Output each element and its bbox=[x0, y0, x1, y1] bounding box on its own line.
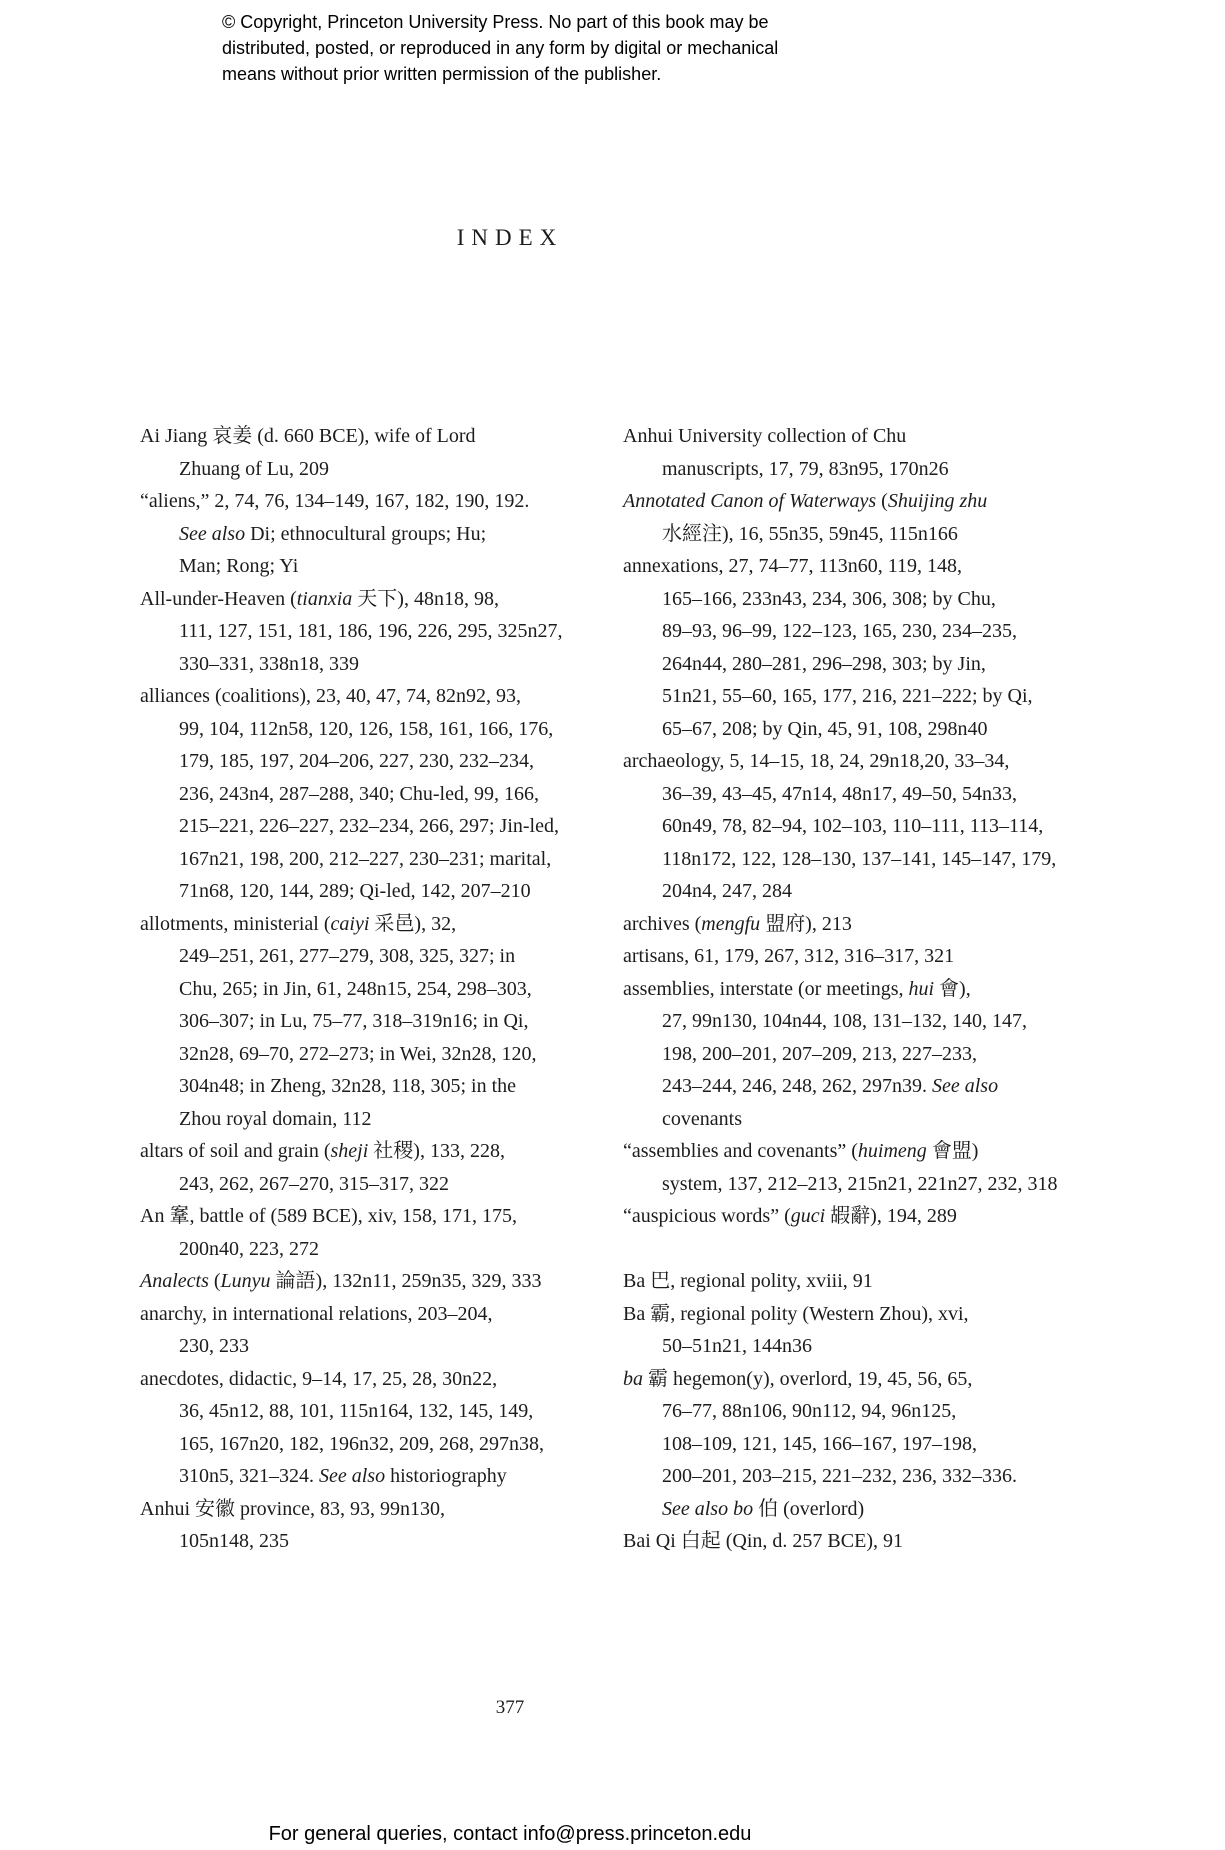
index-text: 60n49, 78, 82–94, 102–103, 110–111, 113–114, bbox=[662, 815, 1044, 837]
index-text: 會), bbox=[934, 977, 971, 1000]
index-text-italic: hui bbox=[908, 977, 935, 1000]
index-entry bbox=[140, 680, 620, 908]
index-line bbox=[623, 453, 1143, 486]
index-entry bbox=[623, 1525, 1143, 1558]
index-entry bbox=[623, 485, 1143, 550]
index-text: archaeology, 5, 14–15, 18, 24, 29n18,20, 33–34, bbox=[623, 750, 1010, 772]
index-line bbox=[140, 1525, 620, 1558]
index-text: 204n4, 247, 284 bbox=[662, 880, 792, 902]
index-text: covenants bbox=[662, 1107, 742, 1130]
index-text: 111, 127, 151, 181, 186, 196, 226, 295, 325n27, bbox=[179, 620, 563, 642]
index-text: 243–244, 246, 248, 262, 297n39. bbox=[662, 1075, 932, 1097]
index-entry bbox=[623, 1265, 1143, 1298]
index-text-italic: See also bbox=[179, 522, 246, 545]
index-text: assemblies, interstate (or meetings, bbox=[623, 977, 909, 1000]
index-line bbox=[140, 1135, 620, 1168]
index-line bbox=[140, 843, 620, 876]
index-line bbox=[623, 843, 1143, 876]
index-text: “assemblies and covenants” ( bbox=[623, 1140, 858, 1162]
index-line bbox=[140, 1200, 620, 1233]
index-line bbox=[623, 648, 1143, 681]
index-entry bbox=[623, 1363, 1143, 1526]
index-text-italic: See also bbox=[932, 1075, 999, 1097]
index-line bbox=[623, 615, 1143, 648]
index-line bbox=[623, 1200, 1143, 1233]
index-line bbox=[140, 485, 620, 518]
index-line bbox=[140, 1298, 620, 1331]
index-text: Bai Qi 白起 (Qin, d. 257 BCE), 91 bbox=[623, 1530, 903, 1552]
index-text: An 鞌, battle of (589 BCE), xiv, 158, 171, 175, bbox=[140, 1205, 518, 1227]
index-text: 36, 45n12, 88, 101, 115n164, 132, 145, 149, bbox=[179, 1400, 534, 1422]
index-text: Man; Rong; Yi bbox=[179, 555, 299, 577]
index-entry bbox=[623, 420, 1143, 485]
index-entry bbox=[623, 1135, 1143, 1200]
index-line bbox=[140, 908, 620, 941]
index-line bbox=[623, 875, 1143, 908]
index-text: allotments, ministerial ( bbox=[140, 912, 331, 935]
index-line bbox=[140, 648, 620, 681]
index-text: 51n21, 55–60, 165, 177, 216, 221–222; by Qi, bbox=[662, 685, 1033, 707]
index-text-italic: Lunyu bbox=[220, 1270, 271, 1292]
index-text-italic: bo bbox=[733, 1497, 754, 1520]
index-text: 198, 200–201, 207–209, 213, 227–233, bbox=[662, 1042, 977, 1065]
index-entry bbox=[623, 973, 1143, 1136]
index-text: 200–201, 203–215, 221–232, 236, 332–336. bbox=[662, 1465, 1017, 1487]
index-entry bbox=[140, 1363, 620, 1493]
index-column-left bbox=[140, 420, 620, 1558]
index-line bbox=[623, 713, 1143, 746]
index-text: 105n148, 235 bbox=[179, 1530, 289, 1552]
index-line bbox=[623, 550, 1143, 583]
index-text-italic: huimeng bbox=[857, 1140, 927, 1162]
index-entry bbox=[140, 583, 620, 681]
index-text: 179, 185, 197, 204–206, 227, 230, 232–234, bbox=[179, 750, 534, 772]
index-line bbox=[623, 1265, 1143, 1298]
page-number: 377 bbox=[495, 1697, 525, 1718]
index-text: altars of soil and grain ( bbox=[140, 1140, 331, 1162]
index-text: anarchy, in international relations, 203–204, bbox=[140, 1302, 493, 1325]
index-line bbox=[140, 1493, 620, 1526]
index-text-italic: caiyi bbox=[330, 912, 370, 935]
index-line bbox=[623, 1168, 1143, 1201]
index-line bbox=[623, 778, 1143, 811]
index-text: 243, 262, 267–270, 315–317, 322 bbox=[179, 1172, 449, 1195]
index-text: 采邑), 32, bbox=[369, 912, 457, 935]
index-line bbox=[623, 1428, 1143, 1461]
index-text-italic: guci bbox=[790, 1205, 826, 1227]
index-entry bbox=[623, 1298, 1143, 1363]
index-line bbox=[140, 1038, 620, 1071]
index-entry bbox=[140, 1298, 620, 1363]
index-text-italic: ba bbox=[623, 1367, 643, 1390]
index-line bbox=[623, 1298, 1143, 1331]
index-text-italic: tianxia bbox=[296, 587, 353, 610]
index-line bbox=[623, 1070, 1143, 1103]
index-text: 水經注), 16, 55n35, 59n45, 115n166 bbox=[662, 522, 958, 545]
index-line bbox=[623, 1005, 1143, 1038]
index-line bbox=[623, 745, 1143, 778]
index-line bbox=[623, 518, 1143, 551]
index-text: 65–67, 208; by Qin, 45, 91, 108, 298n40 bbox=[662, 717, 988, 740]
index-line bbox=[623, 940, 1143, 973]
index-text: alliances (coalitions), 23, 40, 47, 74, 82n92, 93, bbox=[140, 685, 522, 707]
index-text: historiography bbox=[385, 1465, 507, 1487]
index-text: 249–251, 261, 277–279, 308, 325, 327; in bbox=[179, 945, 516, 967]
index-line bbox=[140, 518, 620, 551]
index-text-italic: Analects bbox=[140, 1270, 209, 1292]
index-line bbox=[623, 1493, 1143, 1526]
index-text: artisans, 61, 179, 267, 312, 316–317, 321 bbox=[623, 945, 955, 967]
index-text: 215–221, 226–227, 232–234, 266, 297; Jin-led, bbox=[179, 815, 559, 837]
index-line bbox=[140, 1265, 620, 1298]
index-text: “auspicious words” ( bbox=[623, 1205, 791, 1227]
index-text: 天下), 48n18, 98, bbox=[352, 587, 499, 610]
index-line bbox=[140, 973, 620, 1006]
index-text: 200n40, 223, 272 bbox=[179, 1237, 319, 1260]
index-text: 236, 243n4, 287–288, 340; Chu-led, 99, 166, bbox=[179, 782, 539, 805]
index-line bbox=[140, 1363, 620, 1396]
index-text: 32n28, 69–70, 272–273; in Wei, 32n28, 120, bbox=[179, 1042, 537, 1065]
index-line bbox=[623, 973, 1143, 1006]
index-line bbox=[140, 940, 620, 973]
index-text: 嘏辭), 194, 289 bbox=[825, 1205, 957, 1227]
index-text: ( bbox=[208, 1270, 221, 1292]
index-text: archives ( bbox=[623, 912, 702, 935]
index-text: Anhui University collection of Chu bbox=[623, 425, 907, 447]
index-entry bbox=[623, 1200, 1143, 1233]
index-text: 310n5, 321–324. bbox=[179, 1465, 319, 1487]
index-heading: INDEX bbox=[456, 225, 564, 251]
index-text: 76–77, 88n106, 90n112, 94, 96n125, bbox=[662, 1400, 957, 1422]
index-text: 50–51n21, 144n36 bbox=[662, 1335, 812, 1357]
index-entry bbox=[623, 940, 1143, 973]
index-line bbox=[623, 1460, 1143, 1493]
index-text: 社稷), 133, 228, bbox=[368, 1140, 505, 1162]
index-text: annexations, 27, 74–77, 113n60, 119, 148, bbox=[623, 555, 963, 577]
index-line bbox=[140, 615, 620, 648]
index-line bbox=[140, 1103, 620, 1136]
index-line bbox=[140, 875, 620, 908]
index-line bbox=[140, 1460, 620, 1493]
index-entry bbox=[140, 908, 620, 1136]
index-entry bbox=[623, 908, 1143, 941]
index-text: 165–166, 233n43, 234, 306, 308; by Chu, bbox=[662, 587, 996, 610]
index-line bbox=[623, 420, 1143, 453]
index-line bbox=[623, 810, 1143, 843]
index-text: Ba 霸, regional polity (Western Zhou), xvi, bbox=[623, 1302, 969, 1325]
index-text: manuscripts, 17, 79, 83n95, 170n26 bbox=[662, 457, 949, 480]
index-text: system, 137, 212–213, 215n21, 221n27, 232, 318 bbox=[662, 1172, 1058, 1195]
index-text: Zhuang of Lu, 209 bbox=[179, 457, 329, 480]
index-text: Ba 巴, regional polity, xviii, 91 bbox=[623, 1270, 873, 1292]
index-text: Di; ethnocultural groups; Hu; bbox=[245, 522, 487, 545]
index-line bbox=[623, 1395, 1143, 1428]
copyright-line: means without prior written permission of the publisher. bbox=[222, 64, 662, 84]
index-text: 會盟) bbox=[926, 1140, 979, 1162]
index-line bbox=[140, 1005, 620, 1038]
index-text: Ai Jiang 哀姜 (d. 660 BCE), wife of Lord bbox=[140, 425, 476, 447]
index-text: 霸 hegemon(y), overlord, 19, 45, 56, 65, bbox=[643, 1367, 973, 1390]
index-text-italic: Annotated Canon of Waterways bbox=[623, 490, 877, 512]
index-line bbox=[140, 745, 620, 778]
index-line bbox=[140, 550, 620, 583]
copyright-notice bbox=[222, 9, 778, 87]
index-line bbox=[140, 420, 620, 453]
index-text: 論語), 132n11, 259n35, 329, 333 bbox=[270, 1270, 542, 1292]
index-text: Chu, 265; in Jin, 61, 248n15, 254, 298–303, bbox=[179, 977, 532, 1000]
index-text: Zhou royal domain, 112 bbox=[179, 1107, 372, 1130]
copyright-line: © Copyright, Princeton University Press. No part of this book may be bbox=[222, 12, 769, 32]
index-line bbox=[140, 778, 620, 811]
index-entry bbox=[623, 745, 1143, 908]
index-text: 89–93, 96–99, 122–123, 165, 230, 234–235, bbox=[662, 620, 1017, 642]
index-text: 71n68, 120, 144, 289; Qi-led, 142, 207–210 bbox=[179, 880, 531, 902]
index-line bbox=[140, 713, 620, 746]
index-text-italic: mengfu bbox=[701, 912, 761, 935]
index-text-italic: See also bbox=[662, 1497, 729, 1520]
index-line bbox=[623, 908, 1143, 941]
index-entry bbox=[140, 1200, 620, 1265]
index-entry bbox=[140, 1265, 620, 1298]
index-line bbox=[623, 1525, 1143, 1558]
index-line bbox=[623, 1103, 1143, 1136]
index-text: 27, 99n130, 104n44, 108, 131–132, 140, 147, bbox=[662, 1010, 1027, 1032]
index-text: “aliens,” 2, 74, 76, 134–149, 167, 182, 190, 192. bbox=[140, 490, 530, 512]
index-text: 盟府), 213 bbox=[760, 912, 852, 935]
index-line bbox=[140, 810, 620, 843]
index-line bbox=[140, 1395, 620, 1428]
index-text: 36–39, 43–45, 47n14, 48n17, 49–50, 54n33, bbox=[662, 782, 1017, 805]
index-entry bbox=[140, 1135, 620, 1200]
index-text-italic: sheji bbox=[330, 1140, 369, 1162]
index-line bbox=[623, 1363, 1143, 1396]
index-text: 304n48; in Zheng, 32n28, 118, 305; in the bbox=[179, 1075, 517, 1097]
index-line bbox=[140, 1233, 620, 1266]
index-text: 330–331, 338n18, 339 bbox=[179, 652, 359, 675]
index-line bbox=[623, 1330, 1143, 1363]
index-line bbox=[623, 1038, 1143, 1071]
index-text: anecdotes, didactic, 9–14, 17, 25, 28, 30n22, bbox=[140, 1367, 498, 1390]
index-entry bbox=[140, 485, 620, 583]
contact-footer: For general queries, contact info@press.princeton.edu bbox=[268, 1823, 752, 1845]
index-text: 165, 167n20, 182, 196n32, 209, 268, 297n38, bbox=[179, 1432, 544, 1455]
index-text: 167n21, 198, 200, 212–227, 230–231; marital, bbox=[179, 847, 552, 870]
index-entry bbox=[623, 550, 1143, 745]
index-text: 99, 104, 112n58, 120, 126, 158, 161, 166, 176, bbox=[179, 717, 554, 740]
index-line bbox=[140, 453, 620, 486]
index-line bbox=[140, 583, 620, 616]
index-line bbox=[140, 1070, 620, 1103]
index-text: Anhui 安徽 province, 83, 93, 99n130, bbox=[140, 1497, 445, 1520]
index-line bbox=[623, 680, 1143, 713]
index-text: All-under-Heaven ( bbox=[140, 587, 297, 610]
index-line bbox=[140, 680, 620, 713]
index-line bbox=[140, 1428, 620, 1461]
index-text: ( bbox=[876, 490, 888, 512]
index-column-right bbox=[623, 420, 1143, 1558]
index-text: 108–109, 121, 145, 166–167, 197–198, bbox=[662, 1432, 977, 1455]
index-line bbox=[140, 1168, 620, 1201]
index-text: 306–307; in Lu, 75–77, 318–319n16; in Qi, bbox=[179, 1010, 529, 1032]
index-text: 118n172, 122, 128–130, 137–141, 145–147, 179, bbox=[662, 847, 1057, 870]
index-text: 264n44, 280–281, 296–298, 303; by Jin, bbox=[662, 652, 986, 675]
index-line bbox=[140, 1330, 620, 1363]
index-line bbox=[623, 1135, 1143, 1168]
index-line bbox=[623, 485, 1143, 518]
index-line bbox=[623, 583, 1143, 616]
copyright-line: distributed, posted, or reproduced in any form by digital or mechanical bbox=[222, 38, 779, 58]
index-entry bbox=[140, 420, 620, 485]
index-text-italic: Shuijing zhu bbox=[887, 490, 988, 512]
index-text: 伯 (overlord) bbox=[753, 1497, 865, 1520]
index-entry bbox=[140, 1493, 620, 1558]
index-text-italic: See also bbox=[319, 1465, 386, 1487]
index-text: 230, 233 bbox=[179, 1335, 249, 1357]
